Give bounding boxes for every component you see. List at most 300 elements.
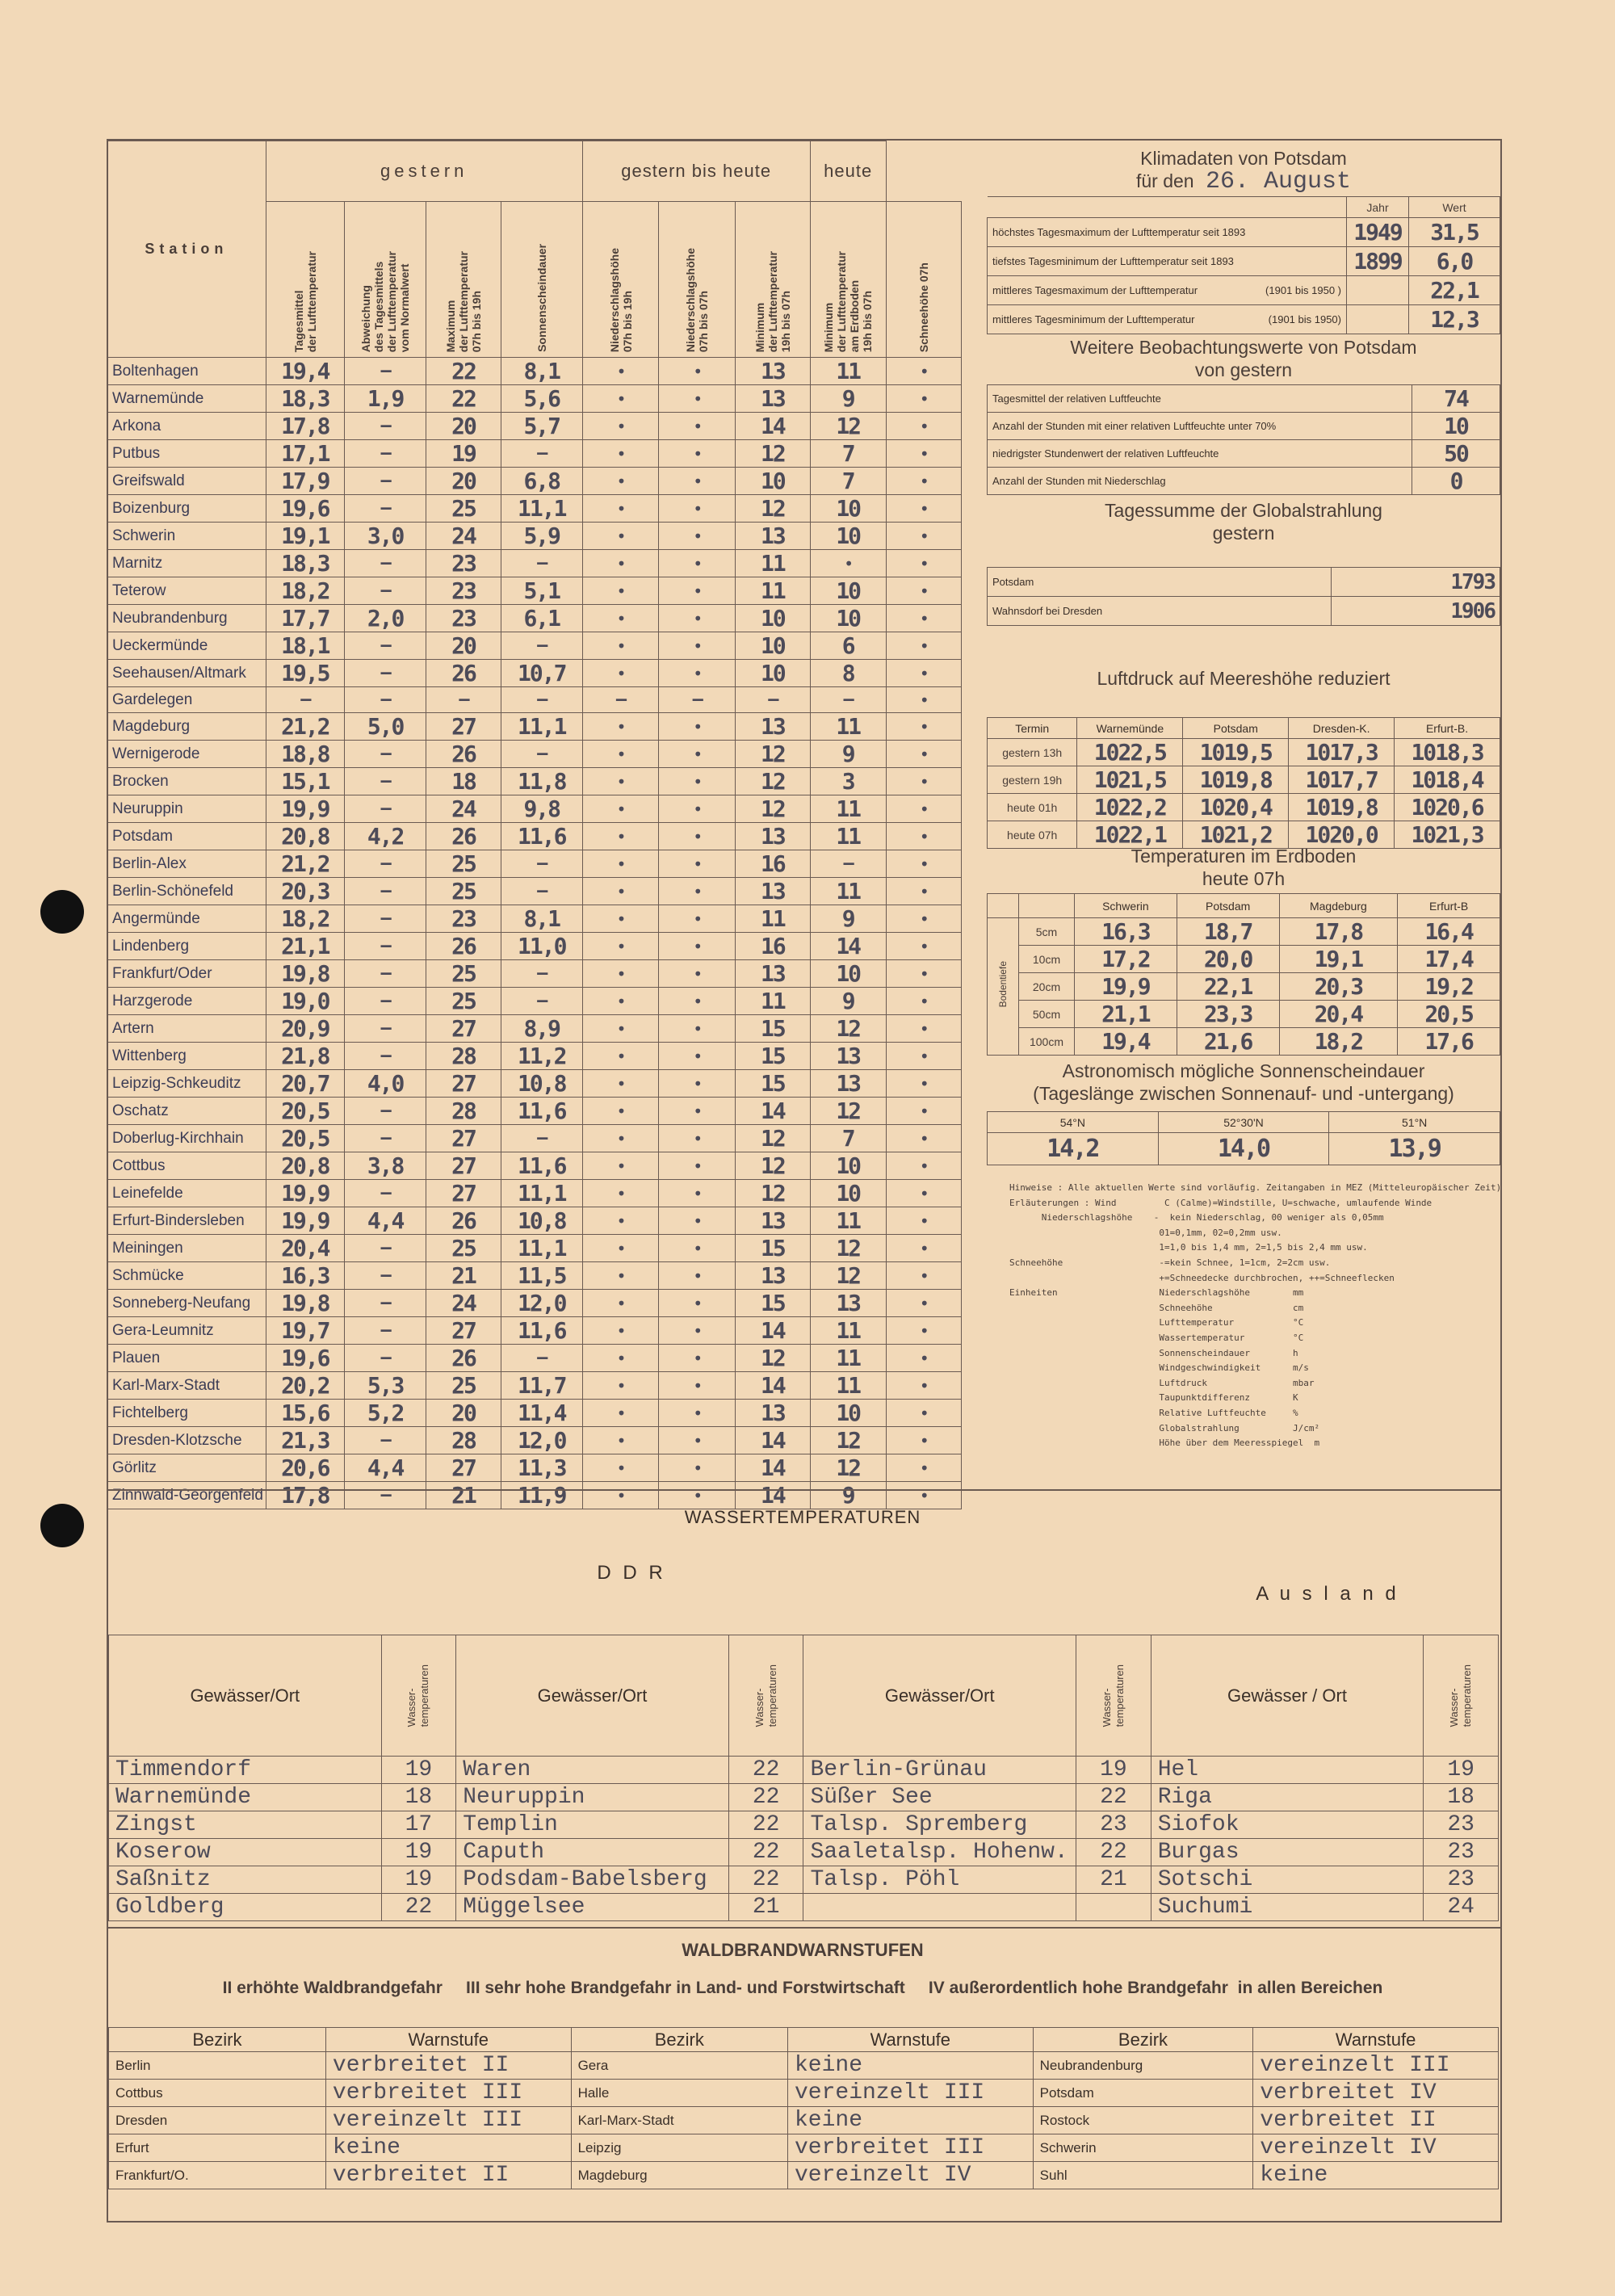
table-cell: •	[659, 1400, 736, 1427]
table-cell: –	[344, 1235, 426, 1262]
table-cell: –	[344, 1015, 426, 1043]
station-name: Wernigerode	[107, 741, 266, 768]
table-cell: •	[659, 1262, 736, 1290]
table-cell: •	[659, 632, 736, 660]
table-cell: •	[886, 933, 961, 960]
table-cell: 19,9	[266, 795, 344, 823]
klima-wert: 12,3	[1409, 305, 1500, 334]
table-cell: 18,1	[266, 632, 344, 660]
table-cell: 21,2	[266, 850, 344, 878]
waldbrand-bezirk: Neubrandenburg	[1033, 2052, 1253, 2080]
klima-jahr	[1347, 305, 1409, 334]
table-cell: –	[344, 1262, 426, 1290]
wasser-temp: 23	[1424, 1811, 1499, 1839]
erdboden-table	[987, 893, 1500, 1056]
table-row	[107, 1235, 963, 1262]
table-cell: 12	[736, 1345, 811, 1372]
table-cell: 27	[426, 1317, 501, 1345]
table-cell: 10	[736, 660, 811, 687]
table-cell: 11,5	[501, 1262, 582, 1290]
table-cell: –	[344, 795, 426, 823]
wasser-temp: 23	[1076, 1811, 1151, 1839]
table-cell: 13	[810, 1043, 886, 1070]
table-cell: 12	[736, 440, 811, 468]
sonne-col: 52°30'N	[1158, 1112, 1329, 1133]
table-cell: 18	[426, 768, 501, 795]
waldbrand-col-bezirk: Bezirk	[109, 2028, 326, 2052]
luftdruck-value: 1021,5	[1077, 766, 1183, 794]
erdboden-panel	[987, 845, 1500, 1056]
spacer	[961, 1125, 962, 1152]
table-cell: 14	[736, 1454, 811, 1482]
table-cell: •	[659, 741, 736, 768]
wasser-temp: 19	[1076, 1757, 1151, 1784]
table-cell: 13	[736, 1262, 811, 1290]
table-cell: 15	[736, 1070, 811, 1098]
table-cell: 21,8	[266, 1043, 344, 1070]
table-cell: 11,9	[501, 1482, 582, 1509]
table-cell: •	[659, 660, 736, 687]
station-name: Cottbus	[107, 1152, 266, 1180]
table-cell: 14	[736, 1098, 811, 1125]
spacer	[961, 1427, 962, 1454]
waldbrand-bezirk: Erfurt	[109, 2134, 326, 2162]
waldbrand-warnstufe: keine	[1253, 2162, 1499, 2189]
sonne-header	[988, 1112, 1500, 1133]
global-subtitle: gestern	[1212, 523, 1275, 544]
klima-row	[988, 218, 1500, 247]
table-cell: 17,9	[266, 468, 344, 495]
wasser-col-ort: Gewässer/Ort	[803, 1635, 1076, 1757]
table-row	[107, 1180, 963, 1207]
table-cell: •	[582, 577, 659, 605]
wasser-header	[109, 1635, 1499, 1757]
table-cell: 5,0	[344, 713, 426, 741]
erdboden-col: Magdeburg	[1279, 894, 1398, 918]
table-row	[107, 1015, 963, 1043]
erdboden-value: 16,3	[1075, 918, 1177, 946]
table-cell: •	[659, 795, 736, 823]
weitere-row	[988, 385, 1500, 413]
table-cell: 28	[426, 1043, 501, 1070]
table-cell: •	[886, 1070, 961, 1098]
spacer	[961, 1235, 962, 1262]
table-cell: 23	[426, 577, 501, 605]
table-cell: •	[582, 440, 659, 468]
table-cell: 4,4	[344, 1454, 426, 1482]
table-row	[107, 632, 963, 660]
table-cell: 10	[810, 605, 886, 632]
waldbrand-bezirk: Berlin	[109, 2052, 326, 2080]
waldbrand-warnstufe: keine	[787, 2052, 1033, 2080]
weitere-value: 10	[1412, 413, 1500, 440]
table-cell: 26	[426, 1207, 501, 1235]
table-cell: •	[659, 495, 736, 523]
table-cell: –	[810, 687, 886, 713]
column-header	[266, 202, 344, 358]
table-cell: •	[659, 960, 736, 988]
global-value: 1793	[1332, 568, 1500, 597]
wasser-ort: Suchumi	[1151, 1894, 1424, 1921]
waldbrand-bezirk: Gera	[571, 2052, 787, 2080]
table-cell: –	[344, 440, 426, 468]
table-cell: –	[501, 632, 582, 660]
table-cell: •	[886, 1180, 961, 1207]
erdboden-col: Potsdam	[1177, 894, 1279, 918]
table-cell: –	[582, 687, 659, 713]
table-cell: 12	[736, 795, 811, 823]
erdboden-value: 18,7	[1177, 918, 1279, 946]
erdboden-value: 21,1	[1075, 1001, 1177, 1028]
table-cell: •	[886, 1015, 961, 1043]
table-cell: •	[659, 413, 736, 440]
table-cell: 11,6	[501, 1098, 582, 1125]
table-row	[107, 495, 963, 523]
hinweise-line: Wassertemperatur °C	[1009, 1332, 1304, 1343]
table-cell: 13	[810, 1070, 886, 1098]
table-cell: •	[886, 823, 961, 850]
table-cell: •	[582, 1400, 659, 1427]
luftdruck-value: 1019,8	[1183, 766, 1289, 794]
table-cell: •	[582, 1070, 659, 1098]
wasser-ort: Hel	[1151, 1757, 1424, 1784]
spacer	[961, 1015, 962, 1043]
table-cell: 10	[736, 468, 811, 495]
table-cell: •	[582, 768, 659, 795]
table-cell: •	[886, 878, 961, 905]
table-cell: 20,7	[266, 1070, 344, 1098]
station-name: Leipzig-Schkeuditz	[107, 1070, 266, 1098]
hinweise-line: Sonnenscheindauer h	[1009, 1347, 1298, 1358]
sonne-col: 54°N	[988, 1112, 1159, 1133]
table-cell: 21,1	[266, 933, 344, 960]
waldbrand-row	[109, 2107, 1499, 2134]
table-cell: •	[659, 1290, 736, 1317]
wasser-col-temp	[728, 1635, 803, 1757]
table-cell: –	[344, 850, 426, 878]
table-cell: •	[582, 1427, 659, 1454]
station-name: Sonneberg-Neufang	[107, 1290, 266, 1317]
table-cell: 23	[426, 905, 501, 933]
table-cell: 19,0	[266, 988, 344, 1015]
wasser-temp: 22	[728, 1866, 803, 1894]
station-name: Angermünde	[107, 905, 266, 933]
klima-period: (1901 bis 1950)	[1268, 313, 1341, 325]
table-cell: –	[344, 1290, 426, 1317]
table-cell: 25	[426, 1372, 501, 1400]
erdboden-row	[988, 1001, 1500, 1028]
table-cell: 11	[810, 823, 886, 850]
table-row	[107, 1400, 963, 1427]
table-row	[107, 768, 963, 795]
table-cell: •	[659, 988, 736, 1015]
bodentiefe-text: Bodentiefe	[997, 960, 1009, 1008]
table-cell: •	[582, 550, 659, 577]
table-cell: 20,5	[266, 1125, 344, 1152]
wasser-row	[109, 1757, 1499, 1784]
wasser-ort: Goldberg	[109, 1894, 382, 1921]
waldbrand-bezirk: Karl-Marx-Stadt	[571, 2107, 787, 2134]
table-cell: 12	[810, 413, 886, 440]
group-gestern-bis-heute: gestern bis heute	[582, 141, 810, 202]
waldbrand-warnstufe: verbreitet IV	[1253, 2080, 1499, 2107]
table-cell: 20,2	[266, 1372, 344, 1400]
table-row	[107, 1317, 963, 1345]
table-row	[107, 440, 963, 468]
table-cell: 27	[426, 713, 501, 741]
wasser-ort: Warnemünde	[109, 1784, 382, 1811]
erdboden-col: Erfurt-B	[1398, 894, 1500, 918]
station-name: Görlitz	[107, 1454, 266, 1482]
table-cell: 13	[736, 385, 811, 413]
station-table	[107, 141, 963, 1509]
wasser-ort: Müggelsee	[456, 1894, 729, 1921]
table-cell: 12	[736, 768, 811, 795]
table-cell: 11,1	[501, 1235, 582, 1262]
global-panel	[987, 499, 1500, 626]
table-cell: 10	[810, 577, 886, 605]
table-cell: 13	[736, 713, 811, 741]
station-name: Marnitz	[107, 550, 266, 577]
table-cell: 4,4	[344, 1207, 426, 1235]
klima-row	[988, 247, 1500, 276]
table-row	[107, 468, 963, 495]
table-cell: 14	[736, 1482, 811, 1509]
klima-jahr	[1347, 276, 1409, 305]
table-cell: 15	[736, 1043, 811, 1070]
hinweise-line: Höhe über dem Meeresspiegel m	[1009, 1438, 1320, 1449]
table-cell: •	[582, 1207, 659, 1235]
waldbrand-title: WALDBRANDWARNSTUFEN	[682, 1940, 924, 1960]
station-name: Fichtelberg	[107, 1400, 266, 1427]
luftdruck-row	[988, 766, 1500, 794]
wasser-temp: 22	[1076, 1784, 1151, 1811]
table-cell: –	[501, 550, 582, 577]
table-cell: •	[659, 1317, 736, 1345]
table-cell: –	[344, 1180, 426, 1207]
station-name: Boltenhagen	[107, 358, 266, 385]
table-cell: •	[886, 1207, 961, 1235]
erdboden-depth: 10cm	[1019, 946, 1075, 973]
table-cell: 21,3	[266, 1427, 344, 1454]
column-header	[659, 202, 736, 358]
table-cell: 4,2	[344, 823, 426, 850]
table-cell: •	[659, 1070, 736, 1098]
erdboden-value: 22,1	[1177, 973, 1279, 1001]
erdboden-value: 19,4	[1075, 1028, 1177, 1056]
klimadaten-date: 26. August	[1205, 168, 1352, 195]
table-cell: •	[582, 1152, 659, 1180]
table-cell: 11	[810, 1317, 886, 1345]
luftdruck-col: Dresden-K.	[1289, 718, 1395, 739]
table-cell: 11,1	[501, 495, 582, 523]
column-header	[344, 202, 426, 358]
table-cell: •	[582, 1290, 659, 1317]
table-cell: 25	[426, 495, 501, 523]
table-cell: •	[886, 550, 961, 577]
table-row	[107, 605, 963, 632]
table-row	[107, 550, 963, 577]
waldbrand-col-warnstufe: Warnstufe	[325, 2028, 571, 2052]
table-row	[107, 1070, 963, 1098]
luftdruck-col: Erfurt-B.	[1395, 718, 1500, 739]
station-name: Potsdam	[107, 823, 266, 850]
table-cell: 6,1	[501, 605, 582, 632]
spacer	[961, 1482, 962, 1509]
table-cell: 9	[810, 1482, 886, 1509]
wasser-temp: 18	[1424, 1784, 1499, 1811]
erdboden-value: 20,5	[1398, 1001, 1500, 1028]
table-cell: •	[582, 905, 659, 933]
spacer	[961, 385, 962, 413]
table-cell: •	[659, 878, 736, 905]
table-cell: 12	[810, 1015, 886, 1043]
ausland-label: A u s l a n d	[1256, 1583, 1399, 1605]
wasser-col-temp-text: Wasser- temperaturen	[1448, 1664, 1474, 1727]
sonnenschein-panel	[987, 1060, 1500, 1165]
table-cell: 19,7	[266, 1317, 344, 1345]
wasser-row	[109, 1811, 1499, 1839]
waldbrand-row	[109, 2162, 1499, 2189]
spacer	[961, 1317, 962, 1345]
table-cell: –	[344, 741, 426, 768]
erdboden-value: 17,8	[1279, 918, 1398, 946]
table-cell: 11,0	[501, 933, 582, 960]
wasser-col-temp	[1076, 1635, 1151, 1757]
table-cell: 3,0	[344, 523, 426, 550]
table-cell: 22	[426, 358, 501, 385]
table-cell: 11,6	[501, 1152, 582, 1180]
spacer	[961, 850, 962, 878]
table-cell: 28	[426, 1098, 501, 1125]
table-cell: •	[886, 468, 961, 495]
table-cell: 26	[426, 1345, 501, 1372]
table-cell: 8	[810, 660, 886, 687]
hinweise-notes	[1009, 1181, 1502, 1451]
spacer	[961, 495, 962, 523]
table-cell: 12	[810, 1235, 886, 1262]
table-cell: •	[582, 1098, 659, 1125]
table-cell: 19,9	[266, 1180, 344, 1207]
table-cell: •	[582, 605, 659, 632]
klima-jahr: 1949	[1347, 218, 1409, 247]
divider	[107, 1927, 1500, 1929]
wasser-ort: Timmendorf	[109, 1757, 382, 1784]
wasser-ort: Podsdam-Babelsberg	[456, 1866, 729, 1894]
table-cell: •	[659, 823, 736, 850]
table-cell: 5,3	[344, 1372, 426, 1400]
table-cell: •	[659, 440, 736, 468]
station-name: Neuruppin	[107, 795, 266, 823]
spacer	[961, 1207, 962, 1235]
spacer	[961, 960, 962, 988]
table-cell: 11,1	[501, 1180, 582, 1207]
table-cell: –	[344, 1482, 426, 1509]
table-cell: –	[344, 687, 426, 713]
wasser-row	[109, 1839, 1499, 1866]
table-cell: 12	[810, 1262, 886, 1290]
spacer	[961, 440, 962, 468]
station-name: Boizenburg	[107, 495, 266, 523]
hinweise-line: +=Schneedecke durchbrochen, ++=Schneeflecken	[1009, 1272, 1395, 1283]
table-cell: 11,6	[501, 823, 582, 850]
erdboden-value: 20,0	[1177, 946, 1279, 973]
table-cell: –	[344, 878, 426, 905]
table-cell: 5,9	[501, 523, 582, 550]
spacer	[961, 202, 962, 358]
weitere-value: 74	[1412, 385, 1500, 413]
wasser-col-ort: Gewässer/Ort	[456, 1635, 729, 1757]
spacer	[961, 1372, 962, 1400]
table-cell: •	[659, 577, 736, 605]
klima-row	[988, 276, 1500, 305]
station-name: Warnemünde	[107, 385, 266, 413]
wasser-ort: Süßer See	[803, 1784, 1076, 1811]
hinweise-line: Schneehöhe -=kein Schnee, 1=1cm, 2=2cm usw.	[1009, 1257, 1331, 1268]
table-cell: •	[582, 632, 659, 660]
wasser-col-temp-text: Wasser- temperaturen	[753, 1664, 778, 1727]
waldbrand-bezirk: Schwerin	[1033, 2134, 1253, 2162]
table-cell: 6	[810, 632, 886, 660]
table-cell: •	[886, 795, 961, 823]
table-cell: 26	[426, 823, 501, 850]
sonnenschein-subtitle: (Tageslänge zwischen Sonnenauf- und -untergang)	[1033, 1083, 1454, 1104]
table-cell: •	[659, 1180, 736, 1207]
table-cell: 11	[736, 550, 811, 577]
klimadaten-panel	[987, 142, 1500, 331]
wasser-ort: Caputh	[456, 1839, 729, 1866]
wasser-temp: 18	[381, 1784, 456, 1811]
table-cell: •	[582, 960, 659, 988]
table-cell: •	[886, 1125, 961, 1152]
table-row	[107, 1427, 963, 1454]
spacer	[961, 358, 962, 385]
luftdruck-col: Warnemünde	[1077, 718, 1183, 739]
table-cell: 11	[810, 1345, 886, 1372]
global-row	[988, 568, 1500, 597]
wasser-temp: 22	[728, 1757, 803, 1784]
table-cell: 10	[810, 960, 886, 988]
wasser-row	[109, 1894, 1499, 1921]
table-cell: 18,3	[266, 385, 344, 413]
table-cell: 15,6	[266, 1400, 344, 1427]
table-cell: 27	[426, 1070, 501, 1098]
spacer	[961, 905, 962, 933]
table-cell: •	[886, 385, 961, 413]
table-cell: 12	[736, 741, 811, 768]
spacer	[988, 894, 1019, 918]
station-name: Karl-Marx-Stadt	[107, 1372, 266, 1400]
column-header-text: Schneehöhe 07h	[917, 262, 930, 352]
table-cell: •	[886, 495, 961, 523]
table-cell: 5,6	[501, 385, 582, 413]
wasser-ort: Sotschi	[1151, 1866, 1424, 1894]
table-cell: 19,9	[266, 1207, 344, 1235]
table-cell: 24	[426, 523, 501, 550]
erdboden-row	[988, 1028, 1500, 1056]
station-name: Plauen	[107, 1345, 266, 1372]
hinweise-line: Erläuterungen : Wind C (Calme)=Windstille, U=schwache, umlaufende Winde	[1009, 1197, 1433, 1208]
sonne-value: 13,9	[1329, 1133, 1500, 1165]
table-cell: –	[501, 687, 582, 713]
table-cell: 18,2	[266, 905, 344, 933]
column-header-text: Sonnenscheindauer	[535, 244, 548, 352]
table-cell: 26	[426, 660, 501, 687]
table-cell: 20	[426, 1400, 501, 1427]
table-cell: –	[344, 1125, 426, 1152]
spacer	[961, 1400, 962, 1427]
table-cell: •	[582, 385, 659, 413]
